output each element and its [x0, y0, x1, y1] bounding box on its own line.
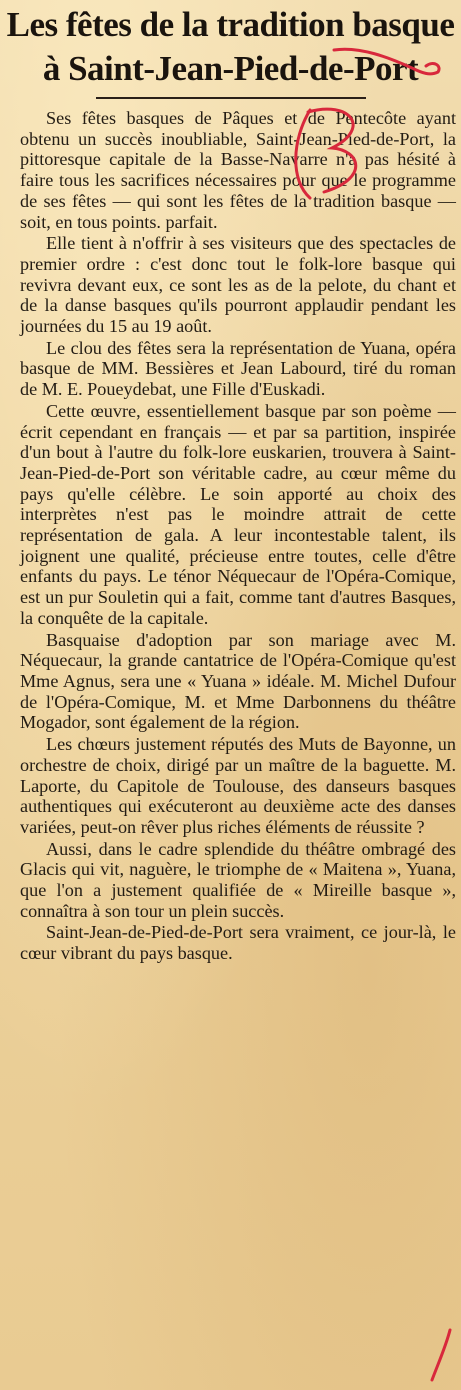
red-pencil-margin-stroke [426, 1326, 456, 1386]
paragraph: Saint-Jean-de-Pied-de-Port sera vraiment, ce jour-là, le cœur vibrant du pays basque. [20, 922, 456, 964]
paragraph: Le clou des fêtes sera la représentation de Yuana, opéra basque de MM. Bessières et Jean Labourd, tiré du roman de M. E. Poueydebat, une Fille d'Euskadi. [20, 337, 456, 400]
paragraph: Basquaise d'adoption par son mariage avec M. Néquecaur, la grande cantatrice de l'Opéra-Comique qu'est Mme Agnus, sera une « Yuana » idéale. M. Michel Dufour de l'Opéra-Comique, M. et Mme Darbonnens du théâtre Mogador, sont également de la région. [20, 629, 456, 733]
paragraph: Les chœurs justement réputés des Muts de Bayonne, un orchestre de choix, dirigé par un maître de la baguette. M. Laporte, du Capitole de Toulouse, des danseurs basques authentiques qui exécuteront au deuxième acte des danses variées, peut-on rêver plus riches éléments de réussite ? [20, 734, 456, 837]
article-body [20, 108, 456, 965]
headline-line-1: Les fêtes de la tradition basque [6, 5, 455, 44]
paragraph: Elle tient à n'offrir à ses visiteurs que des spectacles de premier ordre : c'est donc tout le folk-lore basque qui revivra devant eux, ce sont les as de la pelote, du chant et de la danse basques qu'ils pourront applaudir pendant les journées du 15 au 19 août. [20, 233, 456, 337]
headline-rule [96, 97, 366, 99]
paragraph: Cette œuvre, essentiellement basque par son poème — écrit cependant en français — et par sa partition, inspirée d'un bout à l'autre du folk-lore euskarien, trouvera à Saint-Jean-Pied-de-Port son véritable cadre, au cœur même du pays qu'elle célèbre. Le soin apporté au choix des interprètes n'est pas le moindre attrait de cette représentation de gala. A leur incontestable talent, ils joignent une qualité, précieuse entre toutes, celle d'être enfants du pays. Le ténor Néquecaur de l'Opéra-Comique, est un pur Souletin qui a fait, comme tant d'autres Basques, la conquête de la capitale. [20, 400, 456, 628]
paragraph: Ses fêtes basques de Pâques et de Pentecôte ayant obtenu un succès inoubliable, Saint-Jean-Pied-de-Port, la pittoresque capitale de la Basse-Navarre n'a pas hésité à faire tous les sacrifices nécessaires pour que le programme de ses fêtes — qui sont les fêtes de la tradition basque — soit, en tous points. parfait. [20, 108, 456, 232]
paragraph: Aussi, dans le cadre splendide du théâtre ombragé des Glacis qui vit, naguère, le triomphe de « Maitena », Yuana, que l'on a justement qualifiée de « Mireille basque », connaîtra à son tour un plein succès. [20, 838, 456, 921]
headline-line-2: à Saint-Jean-Pied-de-Port [42, 49, 419, 88]
